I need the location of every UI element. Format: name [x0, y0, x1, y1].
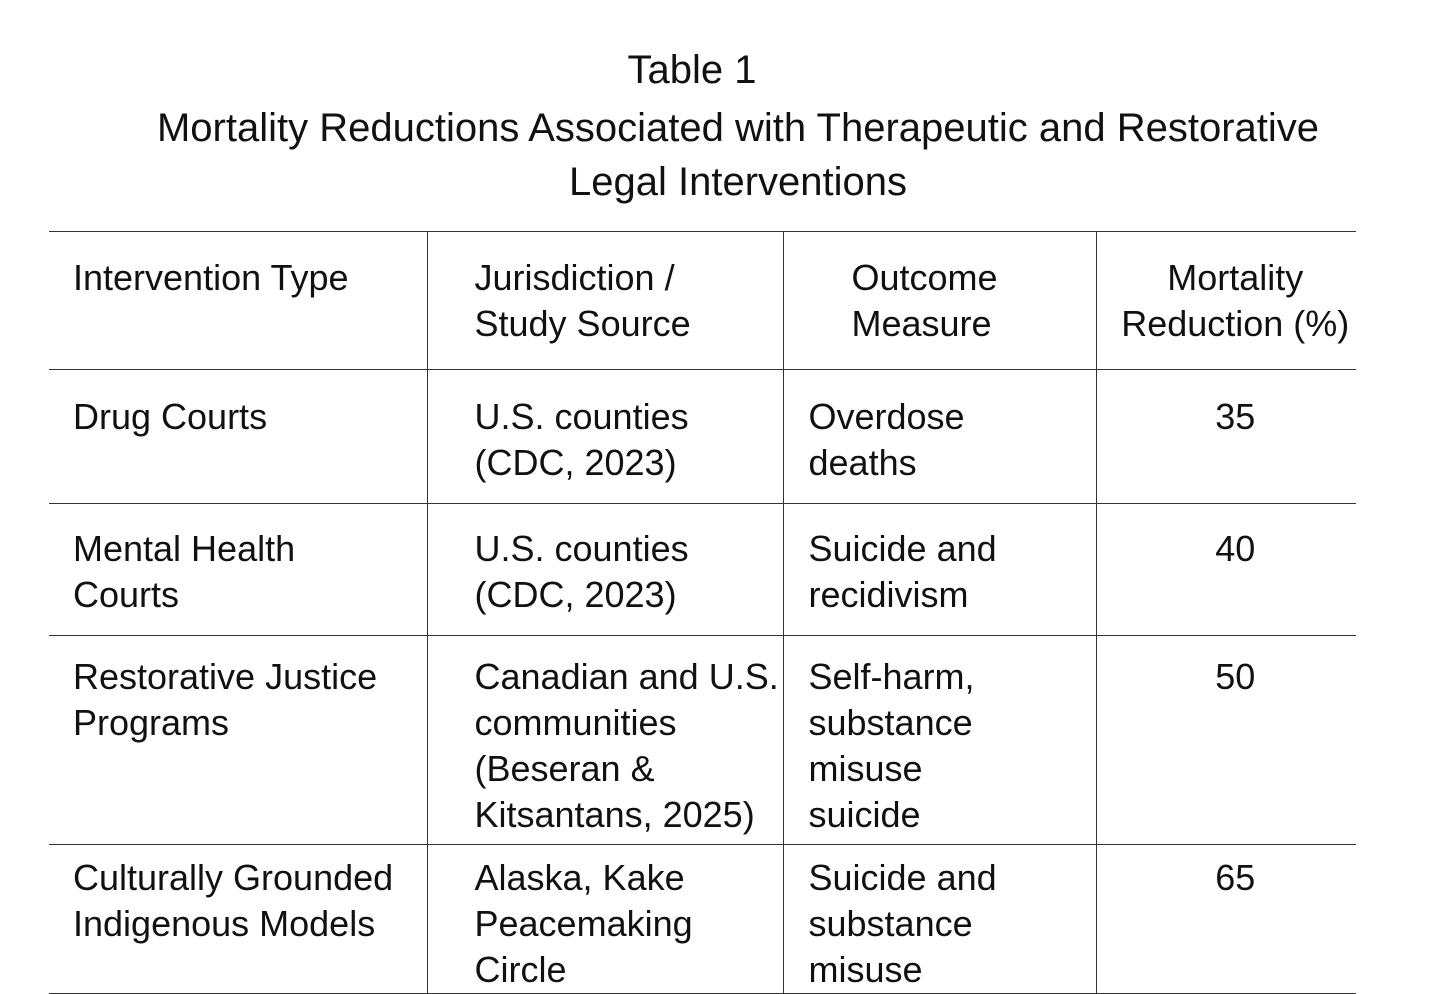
cell-outcome: Overdose deaths — [783, 370, 1096, 504]
cell-source: U.S. counties (CDC, 2023) — [427, 370, 783, 504]
table-number: Table 1 — [627, 48, 757, 92]
table-row — [49, 370, 1356, 504]
cell-outcome: Suicide and recidivism — [783, 504, 1096, 636]
cell-outcome: Self-harm, substance misuse suicide — [783, 636, 1096, 845]
table-row — [49, 845, 1356, 994]
cell-reduction: 40 — [1096, 504, 1356, 636]
table-row — [49, 504, 1356, 636]
table-container — [49, 231, 1356, 990]
cell-source: Alaska, Kake Peacemaking Circle — [427, 845, 783, 994]
cell-intervention: Mental Health Courts — [49, 504, 427, 636]
header-jurisdiction: Jurisdiction / Study Source — [427, 232, 783, 370]
table-title: Mortality Reductions Associated with Therapeutic and Restorative Legal Interventions — [156, 106, 1320, 204]
mortality-table — [49, 231, 1356, 994]
cell-reduction: 65 — [1096, 845, 1356, 994]
cell-reduction: 50 — [1096, 636, 1356, 845]
cell-outcome: Suicide and substance misuse — [783, 845, 1096, 994]
cell-intervention: Drug Courts — [49, 370, 427, 504]
header-intervention-type: Intervention Type — [49, 232, 427, 370]
cell-source: Canadian and U.S. communities (Beseran & Kitsantans, 2025) — [427, 636, 783, 845]
header-row — [49, 232, 1356, 370]
cell-source: U.S. counties (CDC, 2023) — [427, 504, 783, 636]
cell-reduction: 35 — [1096, 370, 1356, 504]
cell-intervention: Restorative Justice Programs — [49, 636, 427, 845]
header-outcome-measure: Outcome Measure — [783, 232, 1096, 370]
table-row — [49, 636, 1356, 845]
cell-intervention: Culturally Grounded Indigenous Models — [49, 845, 427, 994]
header-mortality-reduction: Mortality Reduction (%) — [1096, 232, 1356, 370]
